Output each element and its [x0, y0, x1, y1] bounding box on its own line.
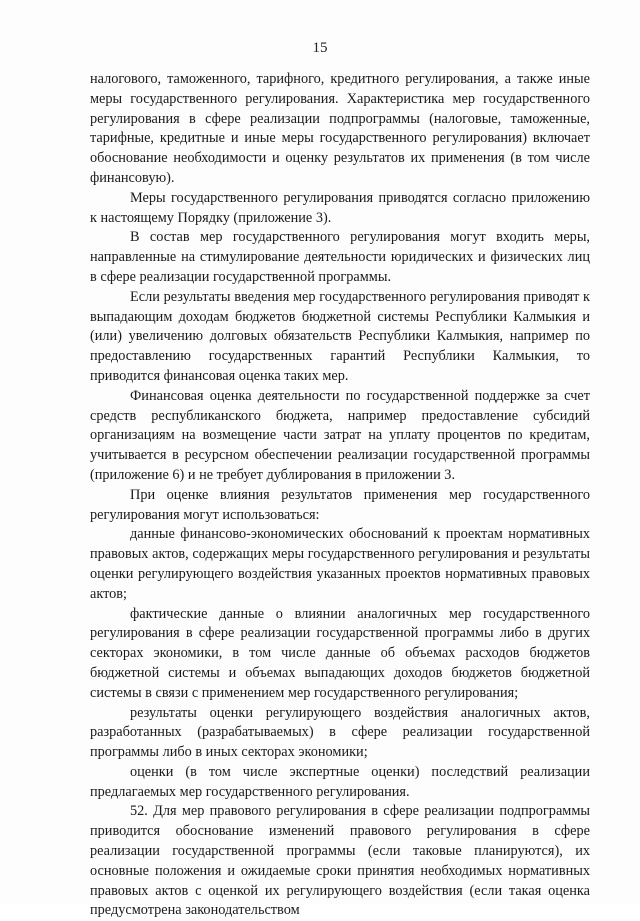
- paragraph: данные финансово-экономических обоснований к проектам нормативных правовых актов, содержащих меры государственного регулирования и результаты оценки регулирующего воздействия указанных проектов нормативных правовых актов;: [90, 526, 590, 602]
- paragraph: результаты оценки регулирующего воздействия аналогичных актов, разработанных (разрабатываемых) в сфере реализации государственной программы либо в иных секторах экономики;: [90, 704, 590, 761]
- document-body: [90, 70, 590, 921]
- paragraph: 52. Для мер правового регулирования в сфере реализации подпрограммы приводится обоснование изменений правового регулирования в сфере реализации государственной программы (если таковые планируются), их основные положения и ожидаемые сроки принятия необходимых нормативных правовых актов с оценкой их регулирующего воздействия (если такая оценка предусмотрена законодательством: [90, 803, 590, 919]
- paragraph: Меры государственного регулирования приводятся согласно приложению к настоящему Порядку (приложение 3).: [90, 189, 590, 226]
- paragraph: При оценке влияния результатов применения мер государственного регулирования могут использоваться:: [90, 486, 590, 523]
- paragraph: фактические данные о влиянии аналогичных мер государственного регулирования в сфере реализации государственной программы либо в других секторах экономики, в том числе данные об объемах расходов бюджетов бюджетной системы и объемах выпадающих доходов бюджетов бюджетной системы в связи с применением мер государственного регулирования;: [90, 605, 590, 701]
- paragraph: оценки (в том числе экспертные оценки) последствий реализации предлагаемых мер государственного регулирования.: [90, 763, 590, 800]
- paragraph: Если результаты введения мер государственного регулирования приводят к выпадающим доходам бюджетов бюджетной системы Республики Калмыкия и (или) увеличению долговых обязательств Республики Калмыкия, например по предоставлению государственных гарантий Республики Калмыкия, то приводится финансовая оценка таких мер.: [90, 288, 590, 384]
- paragraph: В состав мер государственного регулирования могут входить меры, направленные на стимулирование деятельности юридических и физических лиц в сфере реализации государственной программы.: [90, 229, 590, 285]
- paragraph: Финансовая оценка деятельности по государственной поддержке за счет средств республиканского бюджета, например предоставление субсидий организациям на возмещение части затрат на уплату процентов по кредитам, учитывается в ресурсном обеспечении реализации государственной программы (приложение 6) и не требует дублирования в приложении 3.: [90, 387, 590, 483]
- paragraph: налогового, таможенного, тарифного, кредитного регулирования, а также иные меры государственного регулирования. Характеристика мер государственного регулирования в сфере реализации подпрограммы (налоговые, таможенные, тарифные, кредитные и иные меры государственного регулирования) включает обоснование необходимости и оценку результатов их применения (в том числе финансовую).: [90, 71, 590, 186]
- page-number: 15: [312, 40, 328, 56]
